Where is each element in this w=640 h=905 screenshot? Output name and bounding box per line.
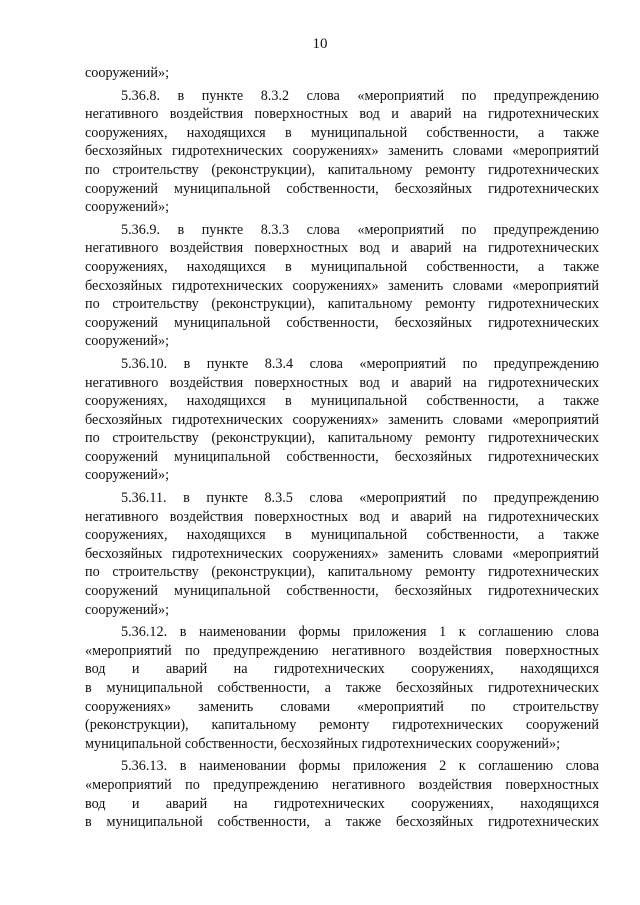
paragraph-p0: [85, 64, 599, 83]
text-line: по строительству (реконструкции), капитальному ремонту гидротехнических: [85, 430, 599, 447]
text-line: «мероприятий по предупреждению негативного воздействия поверхностных: [85, 642, 599, 659]
text-line: сооружений»;: [85, 601, 170, 618]
text-line: сооружений муниципальной собственности, бесхозяйных гидротехнических: [85, 180, 599, 197]
paragraph-p-5-36-10: [85, 355, 599, 485]
text-line: бесхозяйных гидротехнических сооружениях» заменить словами «мероприятий: [85, 411, 599, 428]
text-line: вод и аварий на гидротехнических сооружениях, находящихся: [85, 795, 599, 812]
text-line: негативного воздействия поверхностных вод и аварий на гидротехнических: [85, 106, 599, 123]
text-line: негативного воздействия поверхностных вод и аварий на гидротехнических: [85, 508, 599, 525]
text-line: бесхозяйных гидротехнических сооружениях» заменить словами «мероприятий: [85, 545, 599, 562]
paragraph-p-5-36-12: [85, 623, 599, 753]
text-line: сооружений муниципальной собственности, бесхозяйных гидротехнических: [85, 314, 599, 331]
text-line: сооружений»;: [85, 65, 170, 81]
text-line: негативного воздействия поверхностных вод и аварий на гидротехнических: [85, 374, 599, 391]
text-line: сооружений»;: [85, 333, 170, 350]
text-line: сооружений муниципальной собственности, бесхозяйных гидротехнических: [85, 448, 599, 465]
text-line: 5.36.11. в пункте 8.3.5 слова «мероприятий по предупреждению: [121, 490, 599, 507]
text-line: сооружениях» заменить словами «мероприятий по строительству: [85, 698, 599, 715]
text-line: 5.36.10. в пункте 8.3.4 слова «мероприятий по предупреждению: [121, 355, 599, 372]
text-line: бесхозяйных гидротехнических сооружениях» заменить словами «мероприятий: [85, 277, 599, 294]
text-line: бесхозяйных гидротехнических сооружениях» заменить словами «мероприятий: [85, 143, 599, 160]
text-line: муниципальной собственности, бесхозяйных гидротехнических сооружений»;: [85, 735, 561, 752]
text-line: 5.36.8. в пункте 8.3.2 слова «мероприятий по предупреждению: [121, 87, 599, 104]
text-line: сооружениях, находящихся в муниципальной собственности, а также: [85, 258, 599, 275]
text-line: сооружений муниципальной собственности, бесхозяйных гидротехнических: [85, 583, 599, 600]
page-number: 10: [312, 36, 328, 52]
text-line: (реконструкции), капитальному ремонту гидротехнических сооружений: [85, 717, 599, 734]
document-body: [85, 64, 599, 836]
paragraph-p-5-36-13: [85, 757, 599, 831]
text-line: по строительству (реконструкции), капитальному ремонту гидротехнических: [85, 564, 599, 581]
text-line: «мероприятий по предупреждению негативного воздействия поверхностных: [85, 776, 599, 793]
text-line: 5.36.9. в пункте 8.3.3 слова «мероприятий по предупреждению: [121, 221, 599, 238]
text-line: сооружениях, находящихся в муниципальной собственности, а также: [85, 124, 599, 141]
text-line: в муниципальной собственности, а также бесхозяйных гидротехнических: [85, 814, 599, 831]
text-line: сооружений»;: [85, 199, 170, 216]
text-line: сооружений»;: [85, 467, 170, 484]
paragraph-p-5-36-8: [85, 87, 599, 217]
text-line: негативного воздействия поверхностных вод и аварий на гидротехнических: [85, 240, 599, 257]
text-line: 5.36.13. в наименовании формы приложения 2 к соглашению слова: [121, 758, 599, 775]
text-line: 5.36.12. в наименовании формы приложения 1 к соглашению слова: [121, 624, 599, 641]
text-line: сооружениях, находящихся в муниципальной собственности, а также: [85, 393, 599, 410]
text-line: по строительству (реконструкции), капитальному ремонту гидротехнических: [85, 161, 599, 178]
text-line: по строительству (реконструкции), капитальному ремонту гидротехнических: [85, 296, 599, 313]
text-line: в муниципальной собственности, а также бесхозяйных гидротехнических: [85, 680, 599, 696]
paragraph-p-5-36-11: [85, 489, 599, 619]
paragraph-p-5-36-9: [85, 221, 599, 351]
text-line: вод и аварий на гидротехнических сооружениях, находящихся: [85, 661, 599, 678]
text-line: сооружениях, находящихся в муниципальной собственности, а также: [85, 527, 599, 544]
